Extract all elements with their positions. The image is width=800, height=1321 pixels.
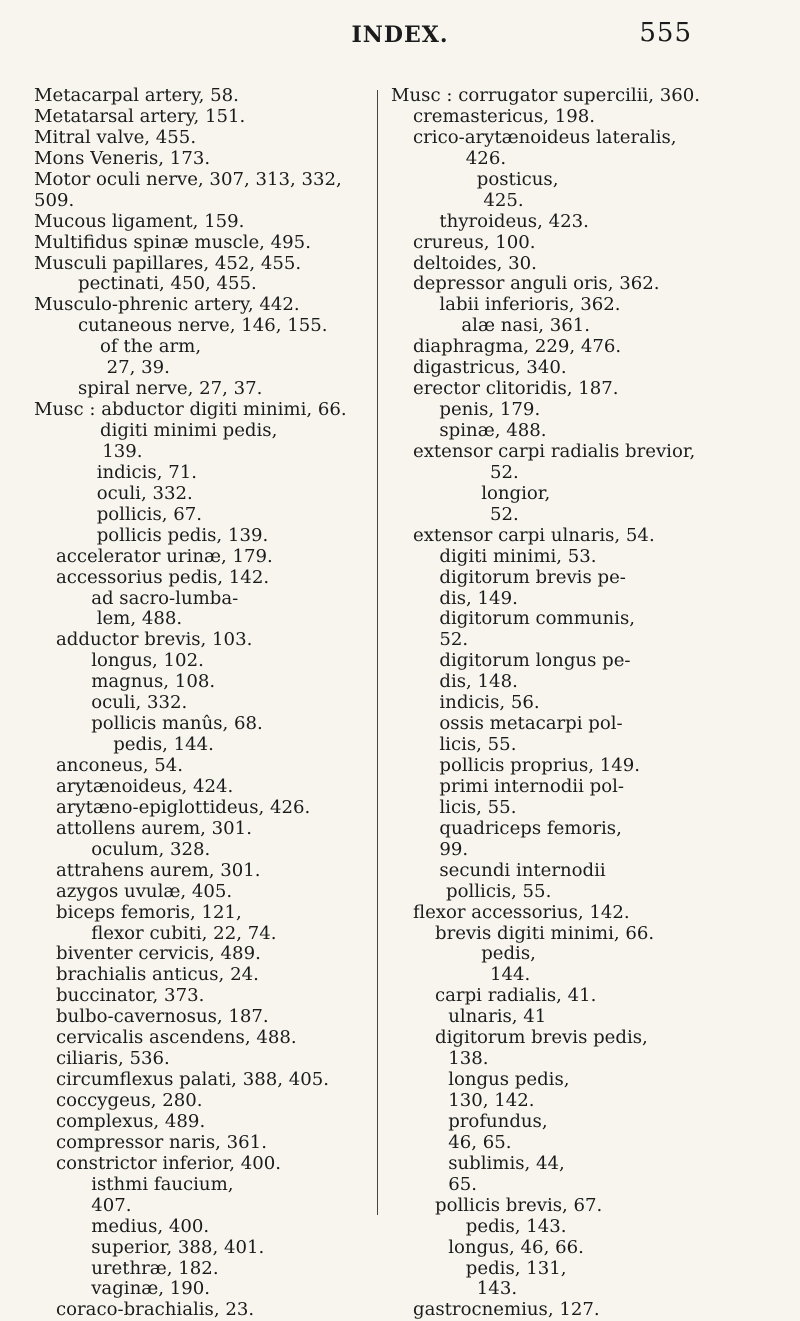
index-entry: 52. <box>439 629 469 651</box>
index-entry: alæ nasi, 361. <box>461 315 591 337</box>
index-entry: Metatarsal artery, 151. <box>34 105 246 127</box>
index-entry: complexus, 489. <box>56 1110 206 1132</box>
index-entry: digiti minimi, 53. <box>439 545 597 567</box>
index-entry: pedis, 143. <box>465 1215 567 1237</box>
index-entry: Motor oculi nerve, 307, 313, 332, <box>34 168 342 190</box>
index-entry: digitorum brevis pe- <box>439 566 626 588</box>
index-entry: extensor carpi ulnaris, 54. <box>413 524 655 546</box>
right-column <box>391 86 736 1321</box>
index-entry: oculi, 332. <box>91 692 188 714</box>
index-entry: coccygeus, 280. <box>56 1090 203 1111</box>
index-entry: Musculo-phrenic artery, 442. <box>34 294 300 316</box>
index-entry: Mucous ligament, 159. <box>34 210 245 232</box>
index-entry: dis, 148. <box>439 671 518 693</box>
index-entry: crureus, 100. <box>413 231 536 253</box>
index-entry: 130, 142. <box>448 1090 535 1111</box>
index-entry: isthmi faucium, <box>91 1173 234 1195</box>
index-entry: ulnaris, 41 <box>448 1006 547 1028</box>
index-entry: circumflexus palati, 388, 405. <box>56 1069 330 1091</box>
index-entry: secundi internodii <box>439 859 606 881</box>
index-entry: penis, 179. <box>439 399 541 421</box>
index-entry: of the arm, <box>100 336 202 358</box>
index-entry: digitorum communis, <box>439 608 635 630</box>
index-entry: cervicalis ascendens, 488. <box>56 1027 297 1049</box>
index-entry: attrahens aurem, 301. <box>56 859 261 881</box>
index-entry: longus pedis, <box>448 1069 570 1091</box>
index-entry: lem, 488. <box>96 608 183 630</box>
index-entry: pedis, <box>481 943 536 965</box>
index-entry: profundus, <box>448 1110 548 1132</box>
index-entry: urethræ, 182. <box>91 1257 219 1279</box>
index-entry: arytænoideus, 424. <box>56 775 234 797</box>
index-entry: brevis digiti minimi, 66. <box>435 922 655 944</box>
index-entry: buccinator, 373. <box>56 985 205 1007</box>
index-entry: oculi, 332. <box>96 482 193 504</box>
index-entry: sublimis, 44, <box>448 1152 565 1174</box>
index-entry: posticus, <box>476 168 559 190</box>
index-entry: pedis, 131, <box>465 1257 567 1279</box>
index-entry: thyroideus, 423. <box>439 210 589 232</box>
index-entry: biventer cervicis, 489. <box>56 943 261 965</box>
index-entry: 65. <box>448 1173 477 1195</box>
index-entry: accelerator urinæ, 179. <box>56 545 273 567</box>
index-entry: cremastericus, 198. <box>413 105 595 127</box>
index-entry: primi internodii pol- <box>439 775 625 797</box>
index-entry: deltoides, 30. <box>413 252 537 274</box>
index-entry: brachialis anticus, 24. <box>56 964 259 986</box>
index-entry: flexor cubiti, 22, 74. <box>91 922 277 944</box>
index-entry: licis, 55. <box>439 734 517 756</box>
index-entry: ad sacro-lumba- <box>91 587 239 609</box>
index-entry: Musc : corrugator supercilii, 360. <box>391 85 701 106</box>
index-entry: pollicis pedis, 139. <box>96 524 269 546</box>
index-entry: adductor brevis, 103. <box>56 629 253 651</box>
index-entry: 407. <box>91 1194 132 1216</box>
index-entry: pedis, 144. <box>113 734 214 756</box>
index-entry: superior, 388, 401. <box>91 1236 265 1258</box>
index-entry: Musculi papillares, 452, 455. <box>34 252 302 274</box>
index-entry: 52. <box>490 503 519 525</box>
index-entry: Mons Veneris, 173. <box>34 147 211 169</box>
index-entry: digastricus, 340. <box>413 357 567 379</box>
index-entry: Mitral valve, 455. <box>34 126 197 148</box>
index-entry: spinæ, 488. <box>439 420 547 441</box>
index-entry: medius, 400. <box>91 1215 210 1237</box>
index-entry: coraco-brachialis, 23. <box>56 1299 255 1321</box>
index-entry: longior, <box>481 482 551 504</box>
index-entry: digiti minimi pedis, <box>100 420 278 441</box>
index-entry: constrictor inferior, 400. <box>56 1152 281 1174</box>
index-entry: magnus, 108. <box>91 671 216 693</box>
index-entry: 143. <box>476 1278 518 1300</box>
index-entry: Musc : abductor digiti minimi, 66. <box>34 399 347 421</box>
index-entry: attollens aurem, 301. <box>56 817 252 839</box>
index-entry: ossis metacarpi pol- <box>439 713 623 735</box>
index-entry: pollicis, 67. <box>96 503 203 525</box>
index-entry: extensor carpi radialis brevior, <box>413 440 696 462</box>
index-entry: accessorius pedis, 142. <box>56 566 270 588</box>
index-entry: labii inferioris, 362. <box>439 294 621 316</box>
index-entry: vaginæ, 190. <box>91 1278 211 1300</box>
index-entry: diaphragma, 229, 476. <box>413 336 622 358</box>
index-entry: cutaneous nerve, 146, 155. <box>78 315 328 337</box>
index-entry: compressor naris, 361. <box>56 1131 267 1153</box>
index-entry: oculum, 328. <box>91 838 211 860</box>
page-title: INDEX. <box>351 22 449 48</box>
index-entry: Multifidus spinæ muscle, 495. <box>34 231 311 253</box>
index-entry: 139. <box>102 440 143 462</box>
index-entry: erector clitoridis, 187. <box>413 378 619 400</box>
index-entry: gastrocnemius, 127. <box>413 1299 600 1321</box>
index-entry: 99. <box>439 838 469 860</box>
index-entry: arytæno-epiglottideus, 426. <box>56 796 311 818</box>
column-divider <box>377 90 378 1215</box>
page-number: 555 <box>639 18 692 48</box>
index-entry: bulbo-cavernosus, 187. <box>56 1006 269 1028</box>
index-entry: biceps femoris, 121, <box>56 901 242 923</box>
index-entry: longus, 102. <box>91 650 204 672</box>
index-entry: longus, 46, 66. <box>448 1236 584 1258</box>
index-entry: dis, 149. <box>439 587 518 609</box>
index-entry: 27, 39. <box>106 357 170 379</box>
index-entry: 425. <box>483 189 524 211</box>
index-entry: licis, 55. <box>439 796 517 818</box>
index-entry: 426. <box>465 147 507 169</box>
index-entry: spiral nerve, 27, 37. <box>78 378 263 400</box>
index-entry: pollicis brevis, 67. <box>435 1194 603 1216</box>
index-entry: pectinati, 450, 455. <box>78 273 257 295</box>
index-entry: 509. <box>34 189 75 211</box>
index-entry: ciliaris, 536. <box>56 1048 170 1070</box>
index-entry: digitorum longus pe- <box>439 650 631 672</box>
index-entry: indicis, 71. <box>96 461 197 483</box>
index-entry: quadriceps femoris, <box>439 817 622 839</box>
index-entry: indicis, 56. <box>439 692 540 714</box>
index-entry: azygos uvulæ, 405. <box>56 880 233 902</box>
index-entry: 144. <box>490 964 531 986</box>
index-entry: pollicis, 55. <box>446 880 552 902</box>
index-entry: flexor accessorius, 142. <box>413 901 630 923</box>
index-entry: carpi radialis, 41. <box>435 985 597 1007</box>
index-entry: 52. <box>490 461 519 483</box>
index-entry: pollicis manûs, 68. <box>91 713 263 735</box>
index-entry: crico-arytænoideus lateralis, <box>413 126 677 148</box>
left-column <box>34 86 374 1321</box>
index-entry: depressor anguli oris, 362. <box>413 273 660 295</box>
index-entry: Metacarpal artery, 58. <box>34 85 239 106</box>
index-entry: digitorum brevis pedis, <box>435 1027 648 1049</box>
index-entry: 46, 65. <box>448 1131 512 1153</box>
index-entry: 138. <box>448 1048 489 1070</box>
index-entry: pollicis proprius, 149. <box>439 755 641 776</box>
index-entry: anconeus, 54. <box>56 755 184 776</box>
